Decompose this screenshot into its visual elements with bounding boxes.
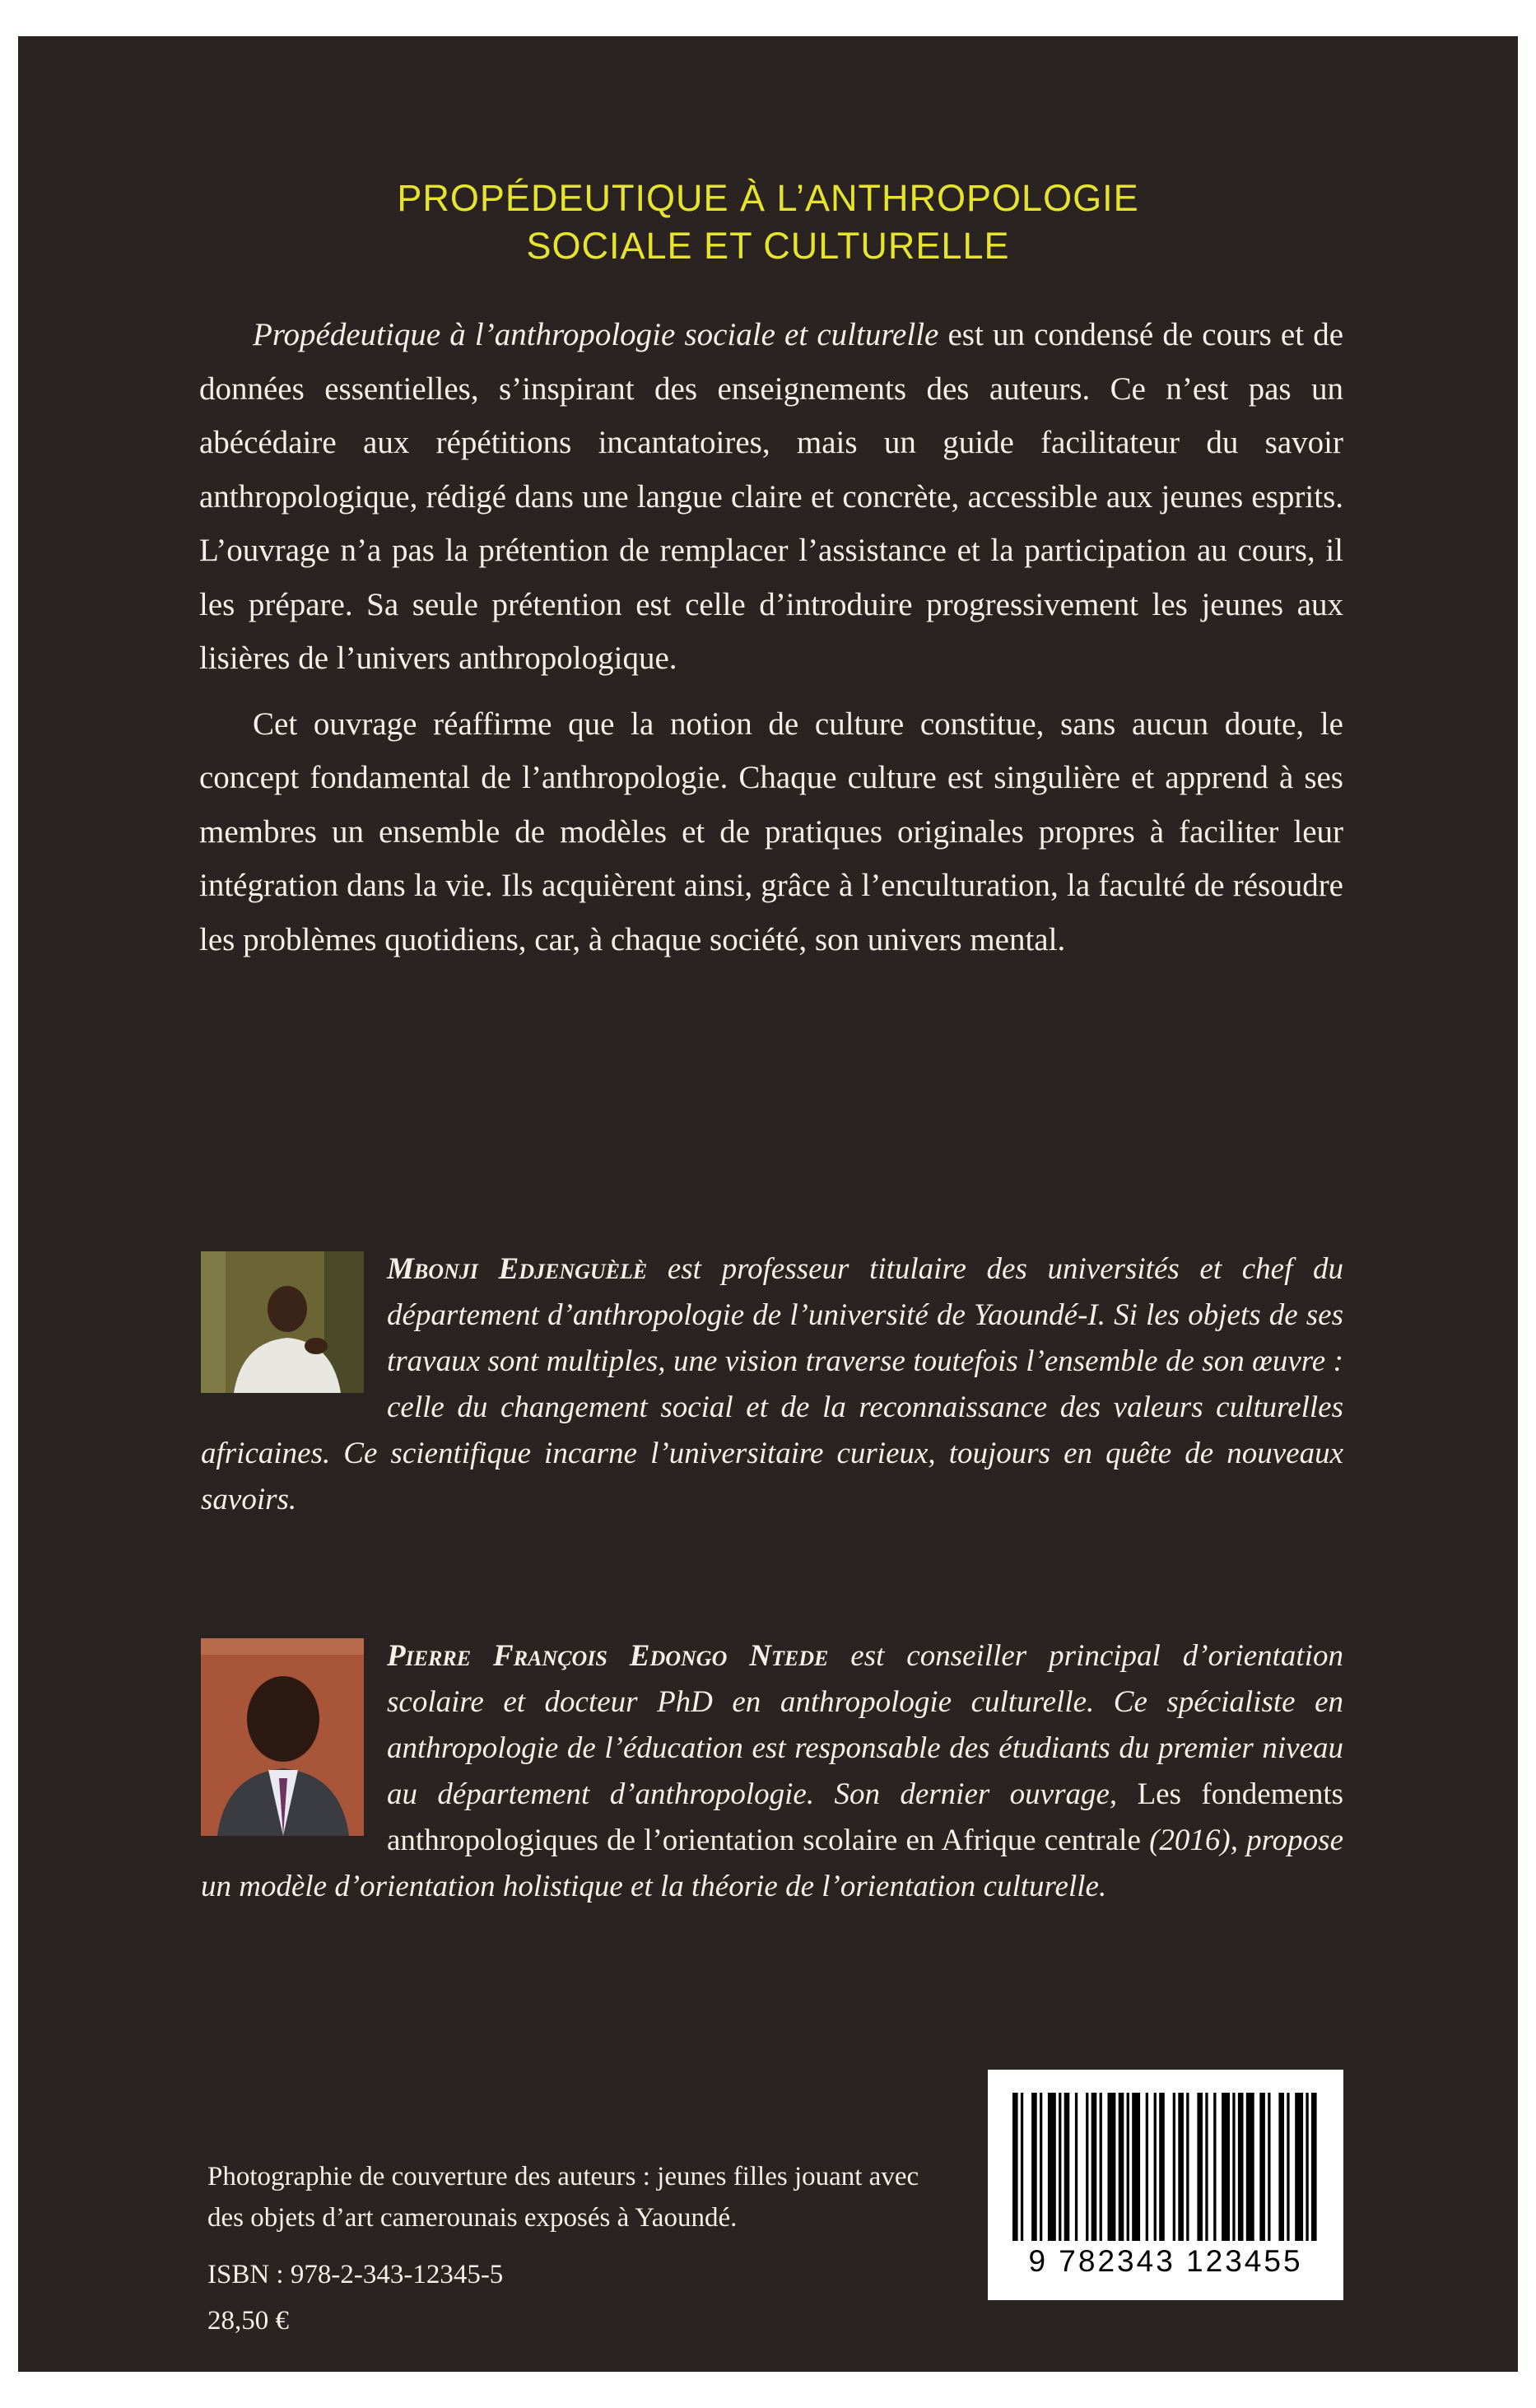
- title-line-2: SOCIALE ET CULTURELLE: [526, 225, 1010, 267]
- barcode-bar: [1048, 2093, 1056, 2241]
- barcode-bar: [1059, 2093, 1061, 2241]
- barcode-bar: [1178, 2093, 1184, 2241]
- barcode-bar: [1259, 2093, 1265, 2241]
- author-2-bio-part-2: (2016), propose un modèle d’orientation holistique et la théorie de l’orientation culturelle.: [201, 1823, 1343, 1903]
- summary-book-title: Propédeutique à l’anthropologie sociale et culturelle: [253, 317, 939, 352]
- barcode-bar: [1205, 2093, 1208, 2241]
- summary-paragraph-1-text: est un condensé de cours et de données essentielles, s’inspirant des enseignements des auteurs. Ce n’est pas un abécédaire aux répétitions incantatoires, mais un guide facilitateur du savoir anthropologique, rédigé dans une langue claire et concrète, accessible aux jeunes esprits. L’ouvrage n’a pas la prétention de remplacer l’assistance et la participation au cours, il les prépare. Sa seule prétention est celle d’introduire progressivement les jeunes aux lisières de l’univers anthropologique.: [199, 317, 1343, 676]
- barcode-bar: [1012, 2093, 1018, 2241]
- author-1-name: Mbonji Edjenguèlè: [387, 1252, 648, 1286]
- barcode-bar: [1021, 2093, 1023, 2241]
- barcode-bar: [1295, 2093, 1303, 2241]
- barcode-bar: [1075, 2093, 1078, 2241]
- barcode-bar: [1311, 2093, 1317, 2241]
- author-bio-2: [201, 1633, 1343, 1910]
- author-2-bio-part-1: est conseiller principal d’orientation scolaire et docteur PhD en anthropologie culturelle. Ce spécialiste en anthropologie de l’éducation est responsable des étudiants du premier niveau au département d’anthropologie. Son dernier ouvrage,: [387, 1639, 1343, 1811]
- barcode-bar: [1268, 2093, 1270, 2241]
- author-2-book-title: Les fondements anthropologiques de l’orientation scolaire en Afrique centrale: [387, 1777, 1343, 1857]
- summary-paragraph-2: Cet ouvrage réaffirme que la notion de culture constitue, sans aucun doute, le concept fondamental de l’anthropologie. Chaque culture est singulière et apprend à ses membres un ensemble de modèles et de pratiques originales propres à faciliter leur intégration dans la vie. Ils acquièrent ainsi, grâce à l’enculturation, la faculté de résoudre les problèmes quotidiens, car, à chaque société, son univers mental.: [199, 706, 1343, 957]
- barcode-bar: [1086, 2093, 1088, 2241]
- barcode: [988, 2070, 1343, 2300]
- author-1-bio: est professeur titulaire des universités et chef du département d’anthropologie de l’université de Yaoundé-I. Si les objets de ses travaux sont multiples, une vision traverse toutefois l’ensemble de son œuvre : celle du changement social et de la reconnaissance des valeurs culturelles africaines. Ce scientifique incarne l’universitaire curieux, toujours en quête de nouveaux savoirs.: [201, 1252, 1343, 1516]
- barcode-bar: [1119, 2093, 1124, 2241]
- barcode-bar: [1278, 2093, 1284, 2241]
- barcode-bar: [1238, 2093, 1244, 2241]
- barcode-bar: [1031, 2093, 1037, 2241]
- author-2-portrait-icon: [201, 1638, 364, 1836]
- barcode-bar: [1173, 2093, 1175, 2241]
- barcode-digits: 9 782343 123455: [1028, 2244, 1303, 2278]
- photo-credit: Photographie de couverture des auteurs : jeunes filles jouant avec des objets d’art camerounais exposés à Yaoundé.: [207, 2162, 919, 2233]
- barcode-bar: [1222, 2093, 1230, 2241]
- barcode-bar: [1213, 2093, 1216, 2241]
- author-bio-1: [201, 1246, 1343, 1523]
- barcode-bar: [1306, 2093, 1308, 2241]
- barcode-bar: [1197, 2093, 1203, 2241]
- price: 28,50 €: [207, 2306, 289, 2336]
- barcode-bar: [1100, 2093, 1102, 2241]
- barcode-bar: [1246, 2093, 1254, 2241]
- summary-text: [199, 308, 1343, 978]
- back-cover: [18, 36, 1518, 2372]
- barcode-bar: [1091, 2093, 1097, 2241]
- barcode-bars-icon: [1012, 2093, 1319, 2241]
- isbn: ISBN : 978-2-343-12345-5: [207, 2260, 504, 2289]
- book-title: [18, 175, 1518, 270]
- barcode-bar: [1132, 2093, 1140, 2241]
- author-photo-2: [201, 1638, 364, 1836]
- author-2-name: Pierre François Edongo Ntede: [387, 1639, 829, 1673]
- barcode-bar: [1186, 2093, 1189, 2241]
- title-line-1: PROPÉDEUTIQUE À L’ANTHROPOLOGIE: [397, 177, 1139, 219]
- barcode-bar: [1159, 2093, 1165, 2241]
- barcode-bar: [1287, 2093, 1289, 2241]
- barcode-bar: [1064, 2093, 1070, 2241]
- summary-paragraph-1: [199, 308, 1343, 686]
- author-photo-1: [201, 1251, 364, 1393]
- barcode-bar: [1146, 2093, 1148, 2241]
- barcode-bar: [1232, 2093, 1235, 2241]
- barcode-bar: [1154, 2093, 1157, 2241]
- author-1-portrait-icon: [201, 1251, 364, 1393]
- barcode-bar: [1127, 2093, 1129, 2241]
- barcode-bar: [1108, 2093, 1116, 2241]
- barcode-bar: [1040, 2093, 1042, 2241]
